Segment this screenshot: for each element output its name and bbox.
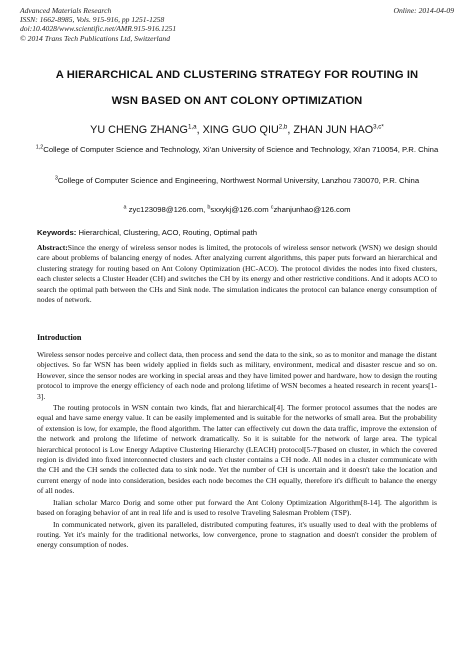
journal-header	[20, 6, 454, 43]
email-address[interactable]: zhanjunhao@126.com	[273, 205, 351, 214]
copyright-line: © 2014 Trans Tech Publications Ltd, Switzerland	[20, 33, 170, 43]
paper-title-line-2: WSN BASED ON ANT COLONY OPTIMIZATION	[111, 95, 363, 107]
keywords-label: Keywords:	[37, 228, 77, 237]
email-mark: b	[207, 204, 211, 211]
affiliation-text: College of Computer Science and Engineering, Northwest Normal University, Lanzhou 730070, P.R. China	[57, 176, 420, 185]
author-name: YU CHENG ZHANG	[90, 124, 188, 136]
body-paragraph: The routing protocols in WSN contain two kinds, flat and hierarchical[4]. The former protocol assumes that the nodes are equal and have same energy value. It can be easily implemented and is suitable for the networks of small area. But the probability of extension is low, for example, the flood algorithm. The latter can effectively cut down the data traffic, improve the extension of the network and prolong the lifetime of network dramatically. So it is suitable for the network of large area. The typical hierarchical protocol is Low Energy Adaptive Clustering Hierarchy (LEACH) protocol[5-7]based on cluster, in which the covered region is divided into fixed interconnected clusters and each cluster contains a CH node. All nodes in a cluster communicate with the CH and the CH sends the collected data to sink node. Yet the number of CH is uncertain and it doesn't take the location and current energy of node into consideration, besides each node becomes the CH equally, therefore it's difficult to balance the energy of all nodes.	[37, 403, 437, 496]
body-paragraph: Italian scholar Marco Dorig and some other put forward the Ant Colony Optimization Algorithm[8-14]. The algorithm is based on foraging behavior of ant in real life and is used to resolve Traveling Salesman Problem (TSP).	[37, 497, 437, 518]
author-separator: ,	[287, 124, 294, 136]
doi-line[interactable]: doi:10.4028/www.scientific.net/AMR.915-916.1251	[20, 24, 177, 34]
email-address[interactable]: sxxykj@126.com	[210, 205, 271, 214]
body-paragraph: Wireless sensor nodes perceive and collect data, then process and send the data to the sink, so as to monitor and manage the distant objectives. So far WSN has been widely applied in fields such as military, environment, medical and disaster rescue and so on. However, since the sensor nodes are working in special areas and they have limited power and hardware, how to design the routing protocol to improve the energy efficiency of each node and prolong lifetime of WSN becomes a heated research in recent years[1-3].	[37, 350, 437, 401]
author-list	[20, 124, 454, 136]
abstract	[37, 243, 437, 305]
paper-title-line-1: A HIERARCHICAL AND CLUSTERING STRATEGY FOR ROUTING IN	[55, 69, 419, 81]
section-heading-introduction: Introduction	[37, 333, 82, 342]
body-paragraph: In communicated network, given its paralleled, distributed computing features, it's usually used to deal with the problems of routing. Yet it's mainly for the traditional networks, low convergence, prone to stagnation and doesn't consider the problem of energy consumption of nodes.	[37, 519, 437, 550]
keywords	[37, 228, 437, 237]
keywords-text: Hierarchical, Clustering, ACO, Routing, Optimal path	[76, 228, 258, 237]
email-mark: a	[123, 204, 127, 211]
author-affiliation-mark: 2,b	[278, 123, 288, 131]
email-address[interactable]: zyc123098@126.com,	[126, 205, 208, 214]
affiliation	[30, 143, 444, 156]
abstract-label: Abstract:	[37, 243, 68, 252]
affiliation	[30, 174, 444, 187]
author-affiliation-mark: 3,c*	[373, 123, 384, 131]
introduction-body	[37, 350, 437, 551]
author-separator: ,	[196, 124, 203, 136]
affiliation-mark: 3	[54, 175, 58, 182]
author-name: ZHAN JUN HAO	[293, 124, 374, 136]
email-list	[20, 205, 454, 214]
author-name: XING GUO QIU	[202, 124, 279, 136]
author-affiliation-mark: 1,a	[187, 123, 197, 131]
affiliation-mark: 1,2	[35, 144, 44, 151]
affiliation-text: College of Computer Science and Technology, Xi'an University of Science and Technology, Xi'an 710054, P.R. China	[43, 145, 439, 154]
email-mark: c	[270, 204, 274, 211]
abstract-text: Since the energy of wireless sensor nodes is limited, the protocols of wireless sensor network (WSN) we design should care about problems of balancing energy of nodes. After analyzing current algorithms, this paper puts forward an hierarchical and clustering strategy for routing based on Ant Colony Optimization (HC-ACO). The protocol divides the nodes into fixed clusters, each cluster selects a Cluster Header (CH) and switches the CH by its energy and other restrictive conditions. And it adopts ACO to search the optimal path between the CHs and Sink node. The simulation indicates the protocol can balance energy consumption of nodes of network.	[37, 243, 437, 305]
online-date: Online: 2014-04-09	[393, 6, 454, 15]
issn-line: ISSN: 1662-8985, Vols. 915-916, pp 1251-1258	[20, 15, 165, 25]
journal-name: Advanced Materials Research	[20, 6, 112, 15]
